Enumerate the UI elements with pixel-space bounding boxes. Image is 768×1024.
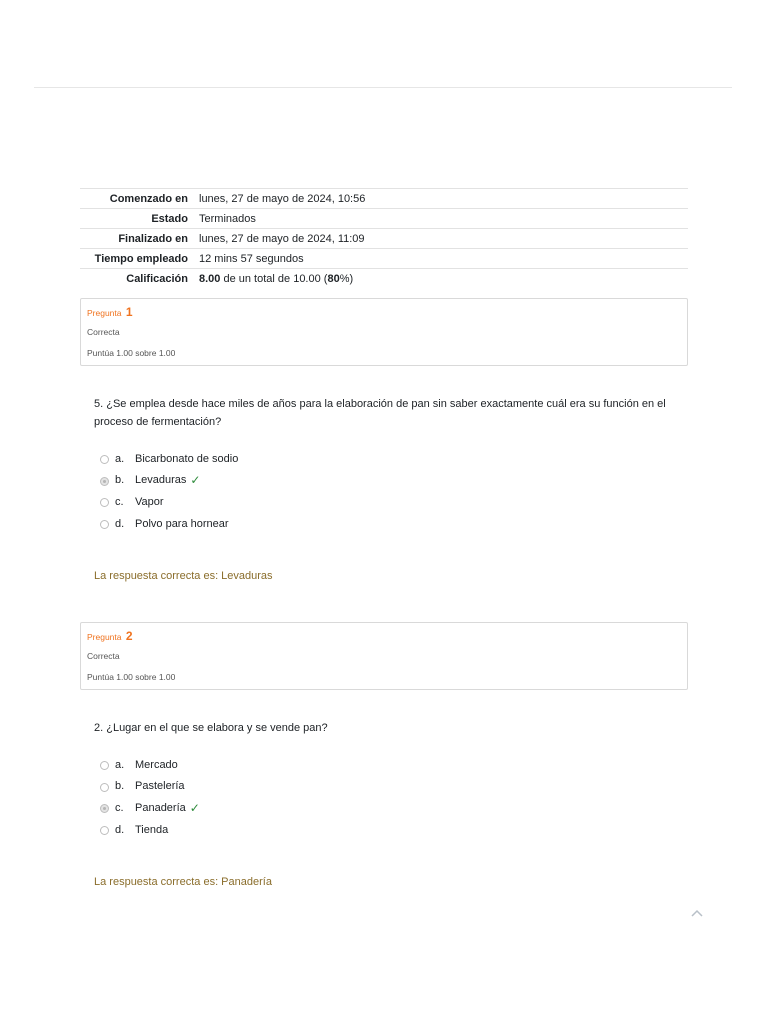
summary-row-grade [80,269,688,289]
checkmark-icon: ✓ [189,800,200,815]
checkmark-icon: ✓ [190,473,201,488]
answer-option-a[interactable] [100,754,200,776]
answer-option-d[interactable] [100,513,238,535]
question-info-2 [80,622,688,690]
answer-list-1 [100,448,238,534]
correct-answer-feedback-2: La respuesta correcta es: Panadería [94,876,272,888]
answer-letter: b. [115,474,125,487]
summary-row-time-taken [80,249,688,269]
summary-value: lunes, 27 de mayo de 2024, 10:56 [199,192,366,205]
question-number [87,629,133,643]
grade-percent-end: %) [339,272,354,285]
answer-label: Tienda [135,823,169,836]
answer-letter: d. [115,517,125,530]
summary-value: Terminados [199,212,256,225]
answer-letter: d. [115,823,125,836]
summary-value: 12 mins 57 segundos [199,252,304,265]
answer-label: Levaduras [135,474,187,487]
answer-label: Pastelería [135,780,185,793]
summary-value: lunes, 27 de mayo de 2024, 11:09 [199,232,365,245]
summary-row-state [80,209,688,229]
answer-label: Vapor [135,495,164,508]
answer-list-2 [100,754,200,840]
summary-label: Comenzado en [109,192,188,205]
top-divider [34,87,732,88]
radio-button[interactable] [100,826,109,835]
radio-button-selected[interactable] [100,477,109,486]
answer-letter: a. [115,758,125,771]
summary-label: Estado [151,212,188,225]
answer-label: Polvo para hornear [135,517,229,530]
summary-label: Tiempo empleado [94,252,188,265]
answer-label: Mercado [135,758,178,771]
question-prefix: Pregunta [87,632,122,642]
question-prefix: Pregunta [87,308,122,318]
grade-score: 8.00 [199,272,221,285]
radio-button[interactable] [100,783,109,792]
summary-row-started [80,189,688,209]
attempt-summary-table [80,188,688,288]
question-text-1: 5. ¿Se emplea desde hace miles de años para la elaboración de pan sin saber exactamente cuál era su función en el proceso de fermentación? [94,398,666,428]
radio-button[interactable] [100,761,109,770]
question-state: Correcta [87,327,120,337]
answer-label: Bicarbonato de sodio [135,452,239,465]
answer-letter: c. [115,801,124,814]
answer-option-c[interactable] [100,491,238,513]
answer-option-c[interactable] [100,797,200,819]
radio-button[interactable] [100,520,109,529]
scroll-to-top-button[interactable] [688,905,706,921]
summary-label: Calificación [126,272,188,285]
grade-percent: 80 [327,272,340,285]
question-state: Correcta [87,651,120,661]
answer-letter: a. [115,452,125,465]
question-info-1 [80,298,688,366]
question-grade: Puntúa 1.00 sobre 1.00 [87,348,176,358]
summary-grade-value [199,269,688,289]
answer-letter: b. [115,780,125,793]
chevron-up-icon [688,905,706,921]
answer-option-b[interactable] [100,776,200,798]
answer-option-b[interactable] [100,470,238,492]
radio-button[interactable] [100,455,109,464]
summary-row-finished [80,229,688,249]
radio-button-selected[interactable] [100,804,109,813]
question-number [87,305,133,319]
radio-button[interactable] [100,498,109,507]
grade-total-text: de un total de 10.00 ( [220,272,328,285]
question-number-value: 2 [125,629,133,643]
question-number-value: 1 [125,305,133,319]
question-grade: Puntúa 1.00 sobre 1.00 [87,672,176,682]
answer-option-a[interactable] [100,448,238,470]
question-text-2: 2. ¿Lugar en el que se elabora y se vende pan? [94,722,328,734]
answer-label: Panadería [135,801,186,814]
correct-answer-feedback-1: La respuesta correcta es: Levaduras [94,570,273,582]
summary-label: Finalizado en [118,232,188,245]
answer-letter: c. [115,495,124,508]
answer-option-d[interactable] [100,819,200,841]
